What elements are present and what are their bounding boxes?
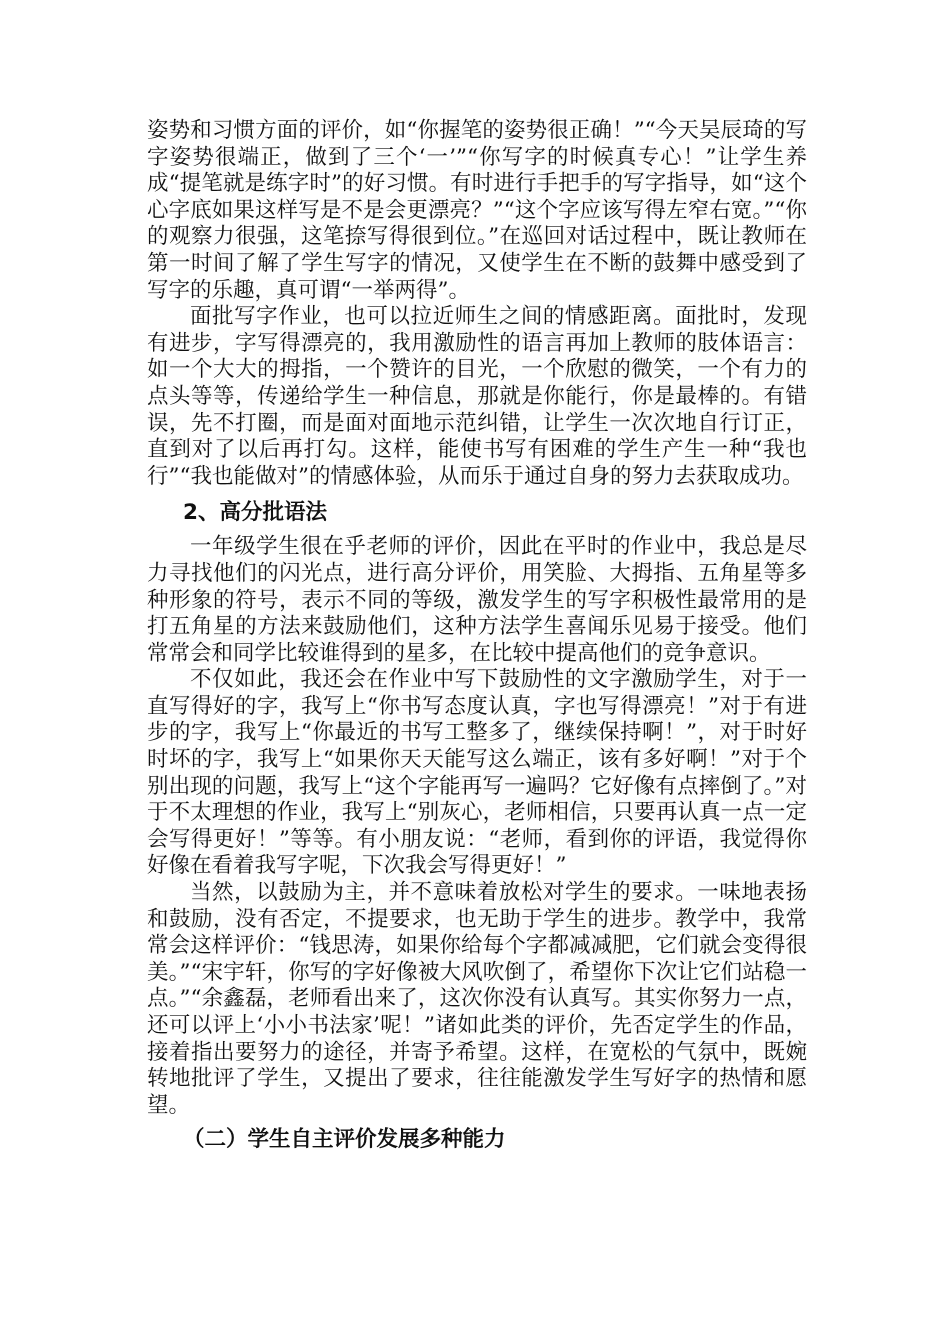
section-heading-high-score-comments: 2、高分批语法	[183, 500, 327, 526]
section-heading-student-self-evaluation: （二）学生自主评价发展多种能力	[183, 1127, 506, 1153]
paragraph-encouraging-comments: 不仅如此，我还会在作业中写下鼓励性的文字激励学生，对于一直写得好的字，我写上“你书写态度认真，字也写得漂亮！”对于有进步的字，我写上“你最近的书写工整多了，继续保持啊！”，对于时好时坏的字，我写上“如果你天天能写这么端正，该有多好啊！”对于个别出现的问题，我写上“这个字能再写一遍吗？它好像有点摔倒了。”对于不太理想的作业，我写上“别灰心，老师相信，只要再认真一点一定会写得更好！”等等。有小朋友说：“老师，看到你的评语，我觉得你好像在看着我写字呢，下次我会写得更好！”	[147, 667, 807, 879]
paragraph-face-to-face-marking: 面批写字作业，也可以拉近师生之间的情感距离。面批时，发现有进步，字写得漂亮的，我用激励性的语言再加上教师的肢体语言：如一个大大的拇指，一个赞许的目光，一个欣慰的微笑，一个有力的点头等等，传递给学生一种信息，那就是你能行，你是最棒的。有错误，先不打圈，而是面对面地示范纠错，让学生一次次地自行订正，直到对了以后再打勾。这样，能使书写有困难的学生产生一种“我也行”“我也能做对”的情感体验，从而乐于通过自身的努力去获取成功。	[147, 304, 807, 489]
paragraph-continued: 姿势和习惯方面的评价，如“你握笔的姿势很正确！”“今天吴辰琦的写字姿势很端正，做到了三个‘一’”“你写字的时候真专心！”让学生养成“提笔就是练字时”的好习惯。有时进行手把手的写字指导，如“这个心字底如果这样写是不是会更漂亮？”“这个字应该写得左窄右宽。”“你的观察力很强，这笔捺写得很到位。”在巡回对话过程中，既让教师在第一时间了解了学生写字的情况，又使学生在不断的鼓舞中感受到了写字的乐趣，真可谓“一举两得”。	[147, 118, 807, 303]
paragraph-high-score-evaluation: 一年级学生很在乎老师的评价，因此在平时的作业中，我总是尽力寻找他们的闪光点，进行高分评价，用笑脸、大拇指、五角星等多种形象的符号，表示不同的等级，激发学生的写字积极性最常用的是打五角星的方法来鼓励他们，这种方法学生喜闻乐见易于接受。他们常常会和同学比较谁得到的星多，在比较中提高他们的竞争意识。	[147, 534, 807, 666]
paragraph-balanced-evaluation: 当然，以鼓励为主，并不意味着放松对学生的要求。一味地表扬和鼓励，没有否定，不提要求，也无助于学生的进步。教学中，我常常会这样评价：“钱思涛，如果你给每个字都减减肥，它们就会变得很美。”“宋宇轩，你写的字好像被大风吹倒了，希望你下次让它们站稳一点。”“余鑫磊，老师看出来了，这次你没有认真写。其实你努力一点，还可以评上‘小小书法家’呢！”诸如此类的评价，先否定学生的作品，接着指出要努力的途径，并寄予希望。这样，在宽松的气氛中，既婉转地批评了学生，又提出了要求，往往能激发学生写好字的热情和愿望。	[147, 880, 807, 1118]
document-body	[147, 118, 807, 1155]
